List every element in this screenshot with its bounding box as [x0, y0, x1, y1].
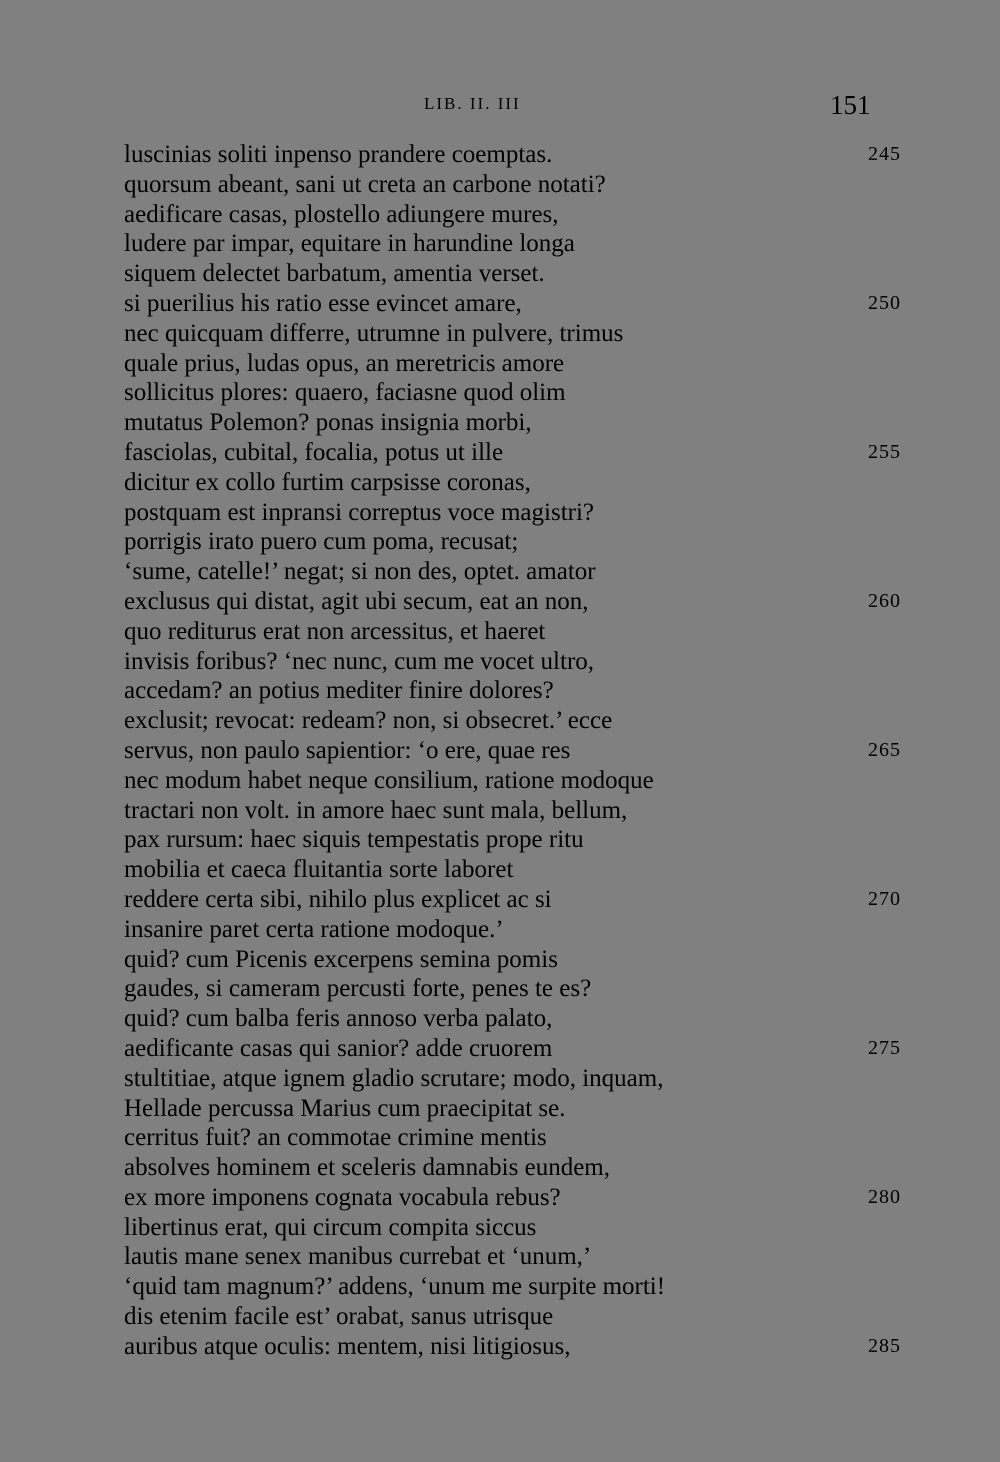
verse-text: quid? cum balba feris annoso verba palato, — [124, 1005, 553, 1033]
verse-line — [124, 766, 924, 796]
verse-line — [124, 1094, 924, 1124]
running-head — [0, 90, 1000, 130]
verse-text: tractari non volt. in amore haec sunt mala, bellum, — [124, 796, 628, 824]
verse-text: ex more imponens cognata vocabula rebus? — [124, 1183, 561, 1211]
line-number: 260 — [868, 589, 901, 612]
running-head-title: LIB. II. III — [424, 94, 521, 113]
verse-line — [124, 229, 924, 259]
verse-text: aedificare casas, plostello adiungere mures, — [124, 200, 559, 228]
verse-line — [124, 885, 924, 915]
verse-line — [124, 259, 924, 289]
verse-line — [124, 1153, 924, 1183]
verse-line — [124, 408, 924, 438]
verse-text: servus, non paulo sapientior: ‘o ere, quae res — [124, 736, 571, 764]
verse-line — [124, 647, 924, 677]
line-number: 255 — [868, 440, 901, 463]
verse-line — [124, 736, 924, 766]
verse-text: ‘quid tam magnum?’ addens, ‘unum me surpite morti! — [124, 1273, 666, 1301]
verse-line — [124, 527, 924, 557]
line-number: 245 — [868, 143, 901, 165]
verse-line — [124, 706, 924, 736]
verse-text: fasciolas, cubital, focalia, potus ut ille — [124, 438, 504, 466]
verse-text: exclusus qui distat, agit ubi secum, eat an non, — [124, 587, 589, 615]
verse-line — [124, 855, 924, 885]
verse-text: exclusit; revocat: redeam? non, si obsecret.’ ecce — [124, 707, 613, 735]
verse-line — [124, 1064, 924, 1094]
verse-line — [124, 1183, 924, 1213]
verse-line — [124, 498, 924, 528]
verse-text: quo rediturus erat non arcessitus, et haeret — [124, 617, 546, 645]
verse-text: pax rursum: haec siquis tempestatis prope ritu — [124, 826, 584, 854]
verse-line — [124, 1213, 924, 1243]
verse-block — [124, 140, 924, 1362]
line-number: 270 — [868, 887, 901, 910]
verse-line — [124, 349, 924, 379]
verse-text: quorsum abeant, sani ut creta an carbone notati? — [124, 170, 606, 198]
line-number: 275 — [868, 1036, 901, 1059]
verse-text: stultitiae, atque ignem gladio scrutare; modo, inquam, — [124, 1064, 664, 1092]
verse-text: reddere certa sibi, nihilo plus explicet ac si — [124, 885, 552, 913]
verse-line — [124, 378, 924, 408]
verse-line — [124, 974, 924, 1004]
verse-line — [124, 1004, 924, 1034]
verse-text: mobilia et caeca fluitantia sorte laboret — [124, 856, 514, 884]
line-number: 285 — [868, 1334, 901, 1357]
verse-line — [124, 1272, 924, 1302]
verse-line — [124, 319, 924, 349]
verse-text: mutatus Polemon? ponas insignia morbi, — [124, 409, 532, 437]
verse-text: quale prius, ludas opus, an meretricis amore — [124, 349, 565, 377]
verse-text: cerritus fuit? an commotae crimine mentis — [124, 1124, 547, 1152]
verse-line — [124, 289, 924, 319]
verse-text: lautis mane senex manibus currebat et ‘unum,’ — [124, 1243, 592, 1271]
verse-line — [124, 200, 924, 230]
verse-line — [124, 1034, 924, 1064]
verse-text: nec modum habet neque consilium, ratione modoque — [124, 766, 654, 794]
verse-text: sollicitus plores: quaero, faciasne quod olim — [124, 379, 566, 407]
verse-line — [124, 1242, 924, 1272]
verse-line — [124, 825, 924, 855]
verse-text: insanire paret certa ratione modoque.’ — [124, 915, 504, 943]
verse-line — [124, 170, 924, 200]
verse-line — [124, 438, 924, 468]
verse-line — [124, 1332, 924, 1362]
verse-text: libertinus erat, qui circum compita siccus — [124, 1213, 537, 1241]
line-number: 250 — [868, 291, 901, 314]
line-number: 265 — [868, 738, 901, 761]
verse-line — [124, 1302, 924, 1332]
verse-line — [124, 587, 924, 617]
verse-line — [124, 915, 924, 945]
verse-text: luscinias soliti inpenso prandere coemptas. — [124, 141, 553, 168]
verse-text: siquem delectet barbatum, amentia verset. — [124, 260, 545, 288]
verse-text: absolves hominem et sceleris damnabis eundem, — [124, 1154, 610, 1182]
verse-line — [124, 557, 924, 587]
verse-text: gaudes, si cameram percusti forte, penes te es? — [124, 975, 592, 1003]
verse-text: postquam est inpransi correptus voce magistri? — [124, 498, 595, 526]
verse-line — [124, 676, 924, 706]
verse-line — [124, 945, 924, 975]
verse-text: Hellade percussa Marius cum praecipitat se. — [124, 1094, 566, 1122]
verse-text: invisis foribus? ‘nec nunc, cum me vocet ultro, — [124, 647, 595, 675]
verse-line — [124, 468, 924, 498]
verse-line — [124, 796, 924, 826]
verse-text: auribus atque oculis: mentem, nisi litigiosus, — [124, 1332, 571, 1360]
verse-text: dicitur ex collo furtim carpsisse coronas, — [124, 468, 531, 496]
verse-text: accedam? an potius mediter finire dolores? — [124, 677, 554, 705]
verse-text: aedificante casas qui sanior? adde cruorem — [124, 1034, 553, 1062]
verse-text: si puerilius his ratio esse evincet amare, — [124, 289, 522, 317]
verse-line — [124, 617, 924, 647]
line-number: 280 — [868, 1185, 901, 1208]
verse-text: porrigis irato puero cum poma, recusat; — [124, 528, 519, 556]
verse-line — [124, 140, 924, 170]
page-number: 151 — [830, 90, 871, 120]
verse-text: ‘sume, catelle!’ negat; si non des, optet. amator — [124, 558, 596, 586]
verse-text: quid? cum Picenis excerpens semina pomis — [124, 945, 558, 973]
verse-text: dis etenim facile est’ orabat, sanus utrisque — [124, 1303, 554, 1331]
verse-line — [124, 1123, 924, 1153]
verse-text: nec quicquam differre, utrumne in pulvere, trimus — [124, 319, 624, 347]
verse-text: ludere par impar, equitare in harundine longa — [124, 230, 575, 258]
